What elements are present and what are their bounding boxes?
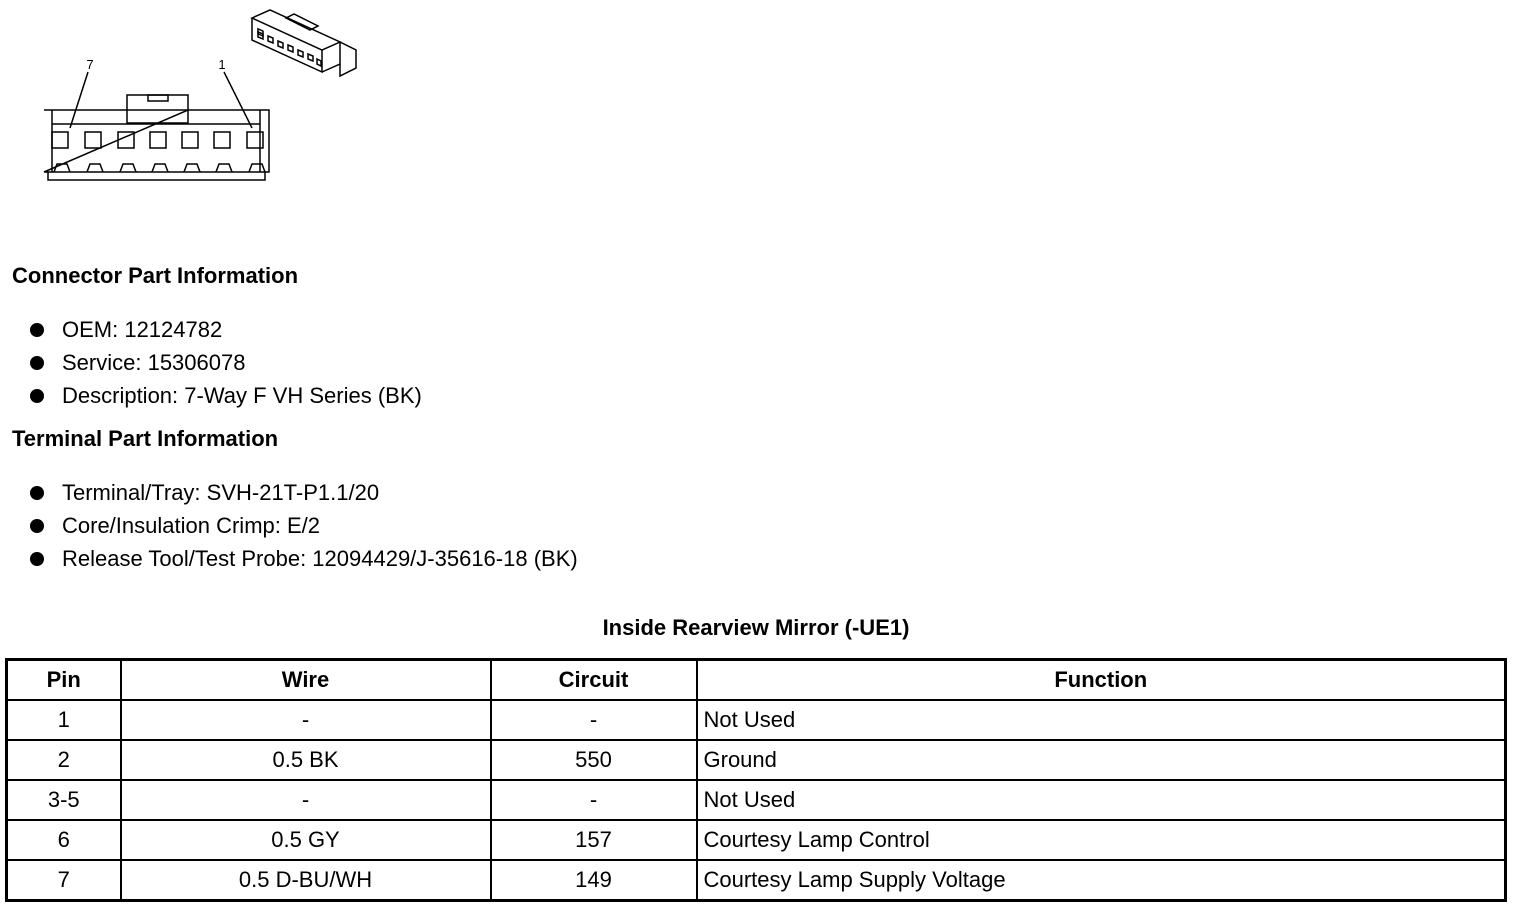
table-row — [7, 780, 1506, 820]
connector-diagram — [0, 0, 380, 200]
header-circuit: Circuit — [491, 660, 697, 701]
pin-cell: 3-5 — [7, 780, 121, 820]
wire-cell: 0.5 BK — [121, 740, 491, 780]
header-wire: Wire — [121, 660, 491, 701]
pin-cell: 2 — [7, 740, 121, 780]
terminal-part-info-list — [28, 476, 578, 575]
wire-cell: - — [121, 780, 491, 820]
pinout-table — [5, 658, 1507, 902]
circuit-cell: - — [491, 780, 697, 820]
wire-cell: 0.5 GY — [121, 820, 491, 860]
table-row — [7, 860, 1506, 901]
wire-cell: 0.5 D-BU/WH — [121, 860, 491, 901]
connector-oem-item: OEM: 12124782 — [28, 313, 422, 346]
connector-isometric-view — [252, 10, 356, 76]
connector-part-info-title: Connector Part Information — [12, 263, 299, 288]
function-cell: Not Used — [697, 780, 1506, 820]
connector-description-item: Description: 7-Way F VH Series (BK) — [28, 379, 422, 412]
header-pin: Pin — [7, 660, 121, 701]
table-row — [7, 820, 1506, 860]
table-header-row — [7, 660, 1506, 701]
header-function: Function — [697, 660, 1506, 701]
pin-1-label: 1 — [218, 57, 226, 72]
table-row — [7, 700, 1506, 740]
function-cell: Courtesy Lamp Supply Voltage — [697, 860, 1506, 901]
pin-cell: 1 — [7, 700, 121, 740]
terminal-tray-item: Terminal/Tray: SVH-21T-P1.1/20 — [28, 476, 578, 509]
table-row — [7, 740, 1506, 780]
release-tool-item: Release Tool/Test Probe: 12094429/J-35616-18 (BK) — [28, 542, 578, 575]
wire-cell: - — [121, 700, 491, 740]
pin-7-leader — [70, 72, 88, 128]
connector-front-view — [44, 72, 269, 180]
connector-service-item: Service: 15306078 — [28, 346, 422, 379]
pinout-table-title: Inside Rearview Mirror (-UE1) — [602, 615, 910, 640]
pin-cell: 6 — [7, 820, 121, 860]
circuit-cell: 149 — [491, 860, 697, 901]
pin-1-leader — [224, 72, 252, 128]
circuit-cell: - — [491, 700, 697, 740]
pin-cell: 7 — [7, 860, 121, 901]
function-cell: Not Used — [697, 700, 1506, 740]
pin-7-label: 7 — [86, 57, 94, 72]
terminal-part-info-title: Terminal Part Information — [12, 426, 279, 451]
circuit-cell: 550 — [491, 740, 697, 780]
connector-part-info-list — [28, 313, 422, 412]
circuit-cell: 157 — [491, 820, 697, 860]
function-cell: Courtesy Lamp Control — [697, 820, 1506, 860]
crimp-item: Core/Insulation Crimp: E/2 — [28, 509, 578, 542]
function-cell: Ground — [697, 740, 1506, 780]
